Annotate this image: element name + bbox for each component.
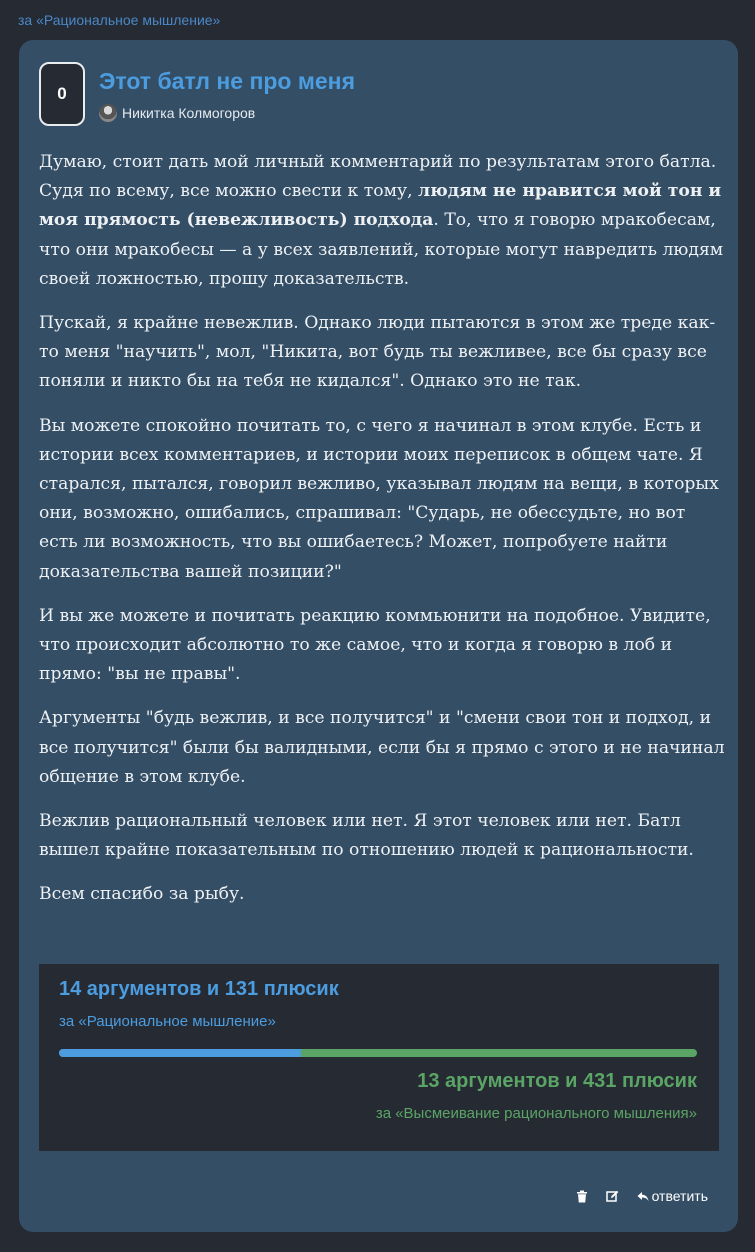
left-score: 14 аргументов и 131 плюсик xyxy=(59,978,339,1000)
post-body xyxy=(39,148,729,925)
paragraph: Вежлив рациональный человек или нет. Я этот человек или нет. Батл вышел крайне показательным по отношению людей к рациональности. xyxy=(39,811,694,861)
post-title[interactable]: Этот батл не про меня xyxy=(99,68,355,94)
paragraph: И вы же можете и почитать реакцию коммьюнити на подобное. Увидите, что происходит абсолютно то же самое, что и когда я говорю в лоб и прямо: "вы не правы". xyxy=(39,605,711,685)
paragraph: Вы можете спокойно почитать то, с чего я начинал в этом клубе. Есть и истории всех комментариев, и истории моих переписок в общем чате. Я старался, пытался, говорил вежливо, указывал людям на вещи, в которых они, возможно, ошибались, спрашивал: "Сударь, не обессудьте, но вот есть ли возможность, что вы ошибаетесь? Может, попробуете найти доказательства вашей позиции?" xyxy=(39,415,719,582)
trash-icon[interactable] xyxy=(576,1190,588,1203)
side-label: за «Рациональное мышление» xyxy=(18,12,221,28)
emphasis: людям не нравится мой тон и моя прямость (невежливость) подхода xyxy=(39,181,722,231)
score-box[interactable]: 0 xyxy=(39,62,85,126)
author-name[interactable]: Никитка Колмогоров xyxy=(122,105,256,121)
avatar[interactable] xyxy=(99,104,117,122)
author[interactable] xyxy=(99,104,255,122)
paragraph: Пускай, я крайне невежлив. Однако люди пытаются в этом же треде как-то меня "научить", мол, "Никита, вот будь ты вежливее, все бы сразу все поняли и никто бы на тебя не кидался". Однако это не так. xyxy=(39,313,716,392)
left-side-label: за «Рациональное мышление» xyxy=(59,1013,276,1030)
paragraph: Аргументы "будь вежлив, и все получится" и "смени свои тон и подход, и все получится" были бы валидными, если бы я прямо с этого и не начинал общение в этом клубе. xyxy=(39,708,725,787)
score-ratio-fill xyxy=(59,1049,301,1057)
reply-arrow-icon xyxy=(637,1191,649,1202)
battle-results xyxy=(39,964,719,1151)
paragraph: Всем спасибо за рыбу. xyxy=(39,884,245,905)
right-score: 13 аргументов и 431 плюсик xyxy=(417,1070,697,1092)
battle-post-card xyxy=(19,40,738,1232)
right-side-label: за «Высмеивание рационального мышления» xyxy=(375,1105,697,1122)
score-ratio-bar xyxy=(59,1049,697,1057)
paragraph: Думаю, стоит дать мой личный комментарий по результатам этого батла. Судя по всему, все можно свести к тому, людям не нравится мой тон и моя прямость (невежливость) подхода. То, что я говорю мракобесам, что они мракобесы — а у всех заявлений, которые могут навредить людям своей ложностью, прошу доказательств. xyxy=(39,152,724,289)
reply-button[interactable] xyxy=(637,1188,708,1204)
post-actions xyxy=(576,1188,708,1204)
reply-label[interactable]: ответить xyxy=(651,1188,708,1204)
edit-icon[interactable] xyxy=(606,1190,619,1203)
